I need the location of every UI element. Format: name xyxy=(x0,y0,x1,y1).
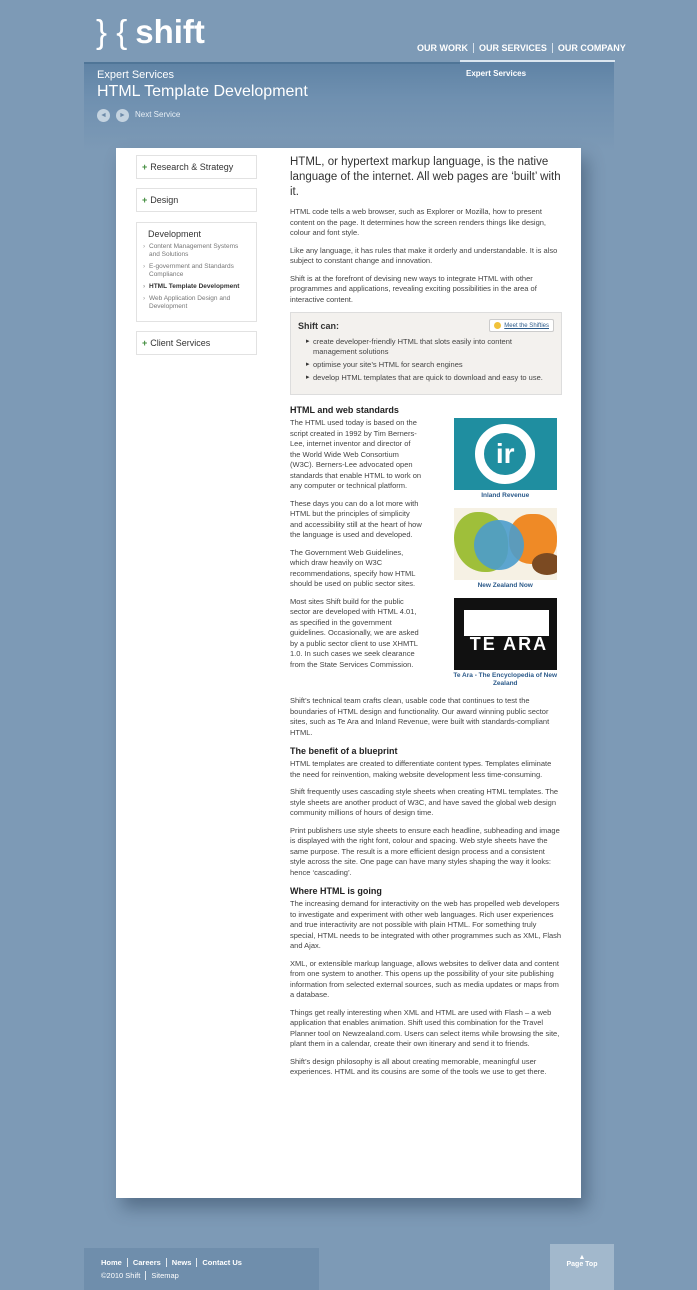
top-navigation xyxy=(412,43,631,53)
thumb-te-ara[interactable] xyxy=(448,598,562,688)
thumb-caption[interactable]: Inland Revenue xyxy=(481,492,530,499)
sidebar-item-label: Research & Strategy xyxy=(150,162,234,172)
thumb-caption[interactable]: New Zealand Now xyxy=(477,582,533,589)
sidebar-subitem-cms[interactable]: › Content Management Systems and Solutions xyxy=(143,243,250,259)
paragraph: The increasing demand for interactivity on the web has propelled web developers to investigate and experiment with other web languages. Rich user experiences and true interactivity are not possible with plain HTML. For something truly special, HTML needs to be integrated with other programmes such as XML, Flash and Ajax. xyxy=(290,899,562,950)
thumb-new-zealand-now[interactable] xyxy=(448,508,562,590)
sidebar-development-title[interactable]: Development xyxy=(148,229,202,239)
portfolio-thumbnails xyxy=(448,418,562,696)
meet-label: Meet the Shifties xyxy=(504,322,549,329)
footer-link-news[interactable]: News xyxy=(167,1258,198,1267)
page-top-label: Page Top xyxy=(566,1261,598,1268)
heading-html-standards: HTML and web standards xyxy=(290,405,399,415)
sidebar-item-research[interactable] xyxy=(136,155,257,179)
list-item: ▸ develop HTML templates that are quick to download and easy to use. xyxy=(306,373,554,383)
sidebar-subitem-web-app[interactable]: › Web Application Design and Development xyxy=(143,295,250,311)
arrow-up-icon: ▲ xyxy=(578,1254,586,1261)
sidebar-item-label: Client Services xyxy=(150,338,211,348)
plus-icon: + xyxy=(142,195,148,205)
next-service-icon[interactable]: ► xyxy=(116,109,129,122)
section-label: Expert Services xyxy=(97,69,175,81)
page-title: HTML Template Development xyxy=(97,83,308,100)
shift-logo[interactable] xyxy=(96,14,205,50)
list-item: ▸ create developer-friendly HTML that slots easily into content management solutions xyxy=(306,337,554,357)
sidebar-subitem-html-template[interactable]: › HTML Template Development xyxy=(143,283,250,291)
sidebar-item-client-services[interactable] xyxy=(136,331,257,355)
sidebar-subitem-egov[interactable]: › E-government and Standards Compliance xyxy=(143,263,250,279)
shift-can-list xyxy=(298,337,554,383)
footer-link-contact[interactable]: Contact Us xyxy=(202,1258,242,1267)
paragraph: These days you can do a lot more with HTML but the principles of simplicity and accessibility still at the heart of how the language is used and developed. xyxy=(290,498,422,539)
footer-links xyxy=(101,1258,247,1267)
paragraph: XML, or extensible markup language, allows websites to deliver data and content from one system to another. This opens up the possibility of your site publishing information from selected external sources, such as media updates or maps from a database. xyxy=(290,958,559,999)
footer-link-sitemap[interactable]: Sitemap xyxy=(151,1271,179,1280)
page-top-button[interactable] xyxy=(550,1244,614,1290)
previous-service-icon[interactable]: ◄ xyxy=(97,109,110,122)
footer xyxy=(84,1248,319,1290)
paragraph: HTML templates are created to differentiate content types. Templates eliminate the need for reinvention, making website development less time-consuming. xyxy=(290,759,552,779)
paragraph: Print publishers use style sheets to ensure each headline, subheading and image is displayed with the right font, colour and spacing. Web style sheets have the same purpose. The result is a more efficient design process and a consistent style across the site. One page can have many styles shaping the way it looks: hence ‘cascading’. xyxy=(290,825,560,877)
list-item: ▸ optimise your site’s HTML for search engines xyxy=(306,360,554,370)
heading-blueprint: The benefit of a blueprint xyxy=(290,746,398,756)
plus-icon: + xyxy=(142,162,148,172)
standards-section xyxy=(290,418,562,696)
shift-can-title: Shift can: xyxy=(298,320,340,331)
paragraph: The Government Web Guidelines, which draw heavily on W3C recommendations, specify how HTML should be used on public sector sites. xyxy=(290,547,416,588)
footer-copyright-row xyxy=(101,1271,184,1280)
nav-our-company[interactable]: OUR COMPANY xyxy=(557,43,626,53)
nav-our-work[interactable]: OUR WORK xyxy=(412,43,474,53)
logo-text: shift xyxy=(135,13,205,50)
shift-can-box xyxy=(290,312,562,395)
thumb-caption[interactable]: Te Ara - The Encyclopedia of New Zealand xyxy=(453,672,558,687)
paragraph: Shift’s technical team crafts clean, usable code that continues to test the boundaries of HTML design and functionality. Our award winning public sector sites, such as Te Ara and Inland Revenue, were built with standards-compliant HTML. xyxy=(290,696,550,737)
nav-our-services[interactable]: OUR SERVICES xyxy=(474,43,553,53)
copyright-text: ©2010 Shift xyxy=(101,1271,146,1280)
subnav-divider xyxy=(460,60,615,62)
smiley-icon xyxy=(494,322,501,329)
paragraph: Shift frequently uses cascading style sheets when creating HTML templates. The style sheets are another product of W3C, and have saved the global web design community millions of hours of design time. xyxy=(290,787,559,817)
meet-the-shifties-button[interactable] xyxy=(489,319,554,332)
thumb-inland-revenue[interactable] xyxy=(448,418,562,500)
inland-revenue-logo: ir xyxy=(454,418,557,490)
footer-link-home[interactable]: Home xyxy=(101,1258,128,1267)
sidebar-item-label: Design xyxy=(150,195,179,205)
paragraph: Things get really interesting when XML and HTML are used with Flash – a web application that enables animation. Shift used this combination for the Travel Planner tool on Newzealand.com. Users can select items while browsing the site, plant them in a calendar, create their own itinerary and send it to friends. xyxy=(290,1007,560,1048)
te-ara-image: TE ARA xyxy=(454,598,557,670)
heading-where-html-going: Where HTML is going xyxy=(290,886,382,896)
paragraph: Shift’s design philosophy is all about creating memorable, meaningful user experiences. HTML and its cousins are some of the tools we use to get there. xyxy=(290,1056,547,1076)
paragraph: Most sites Shift build for the public sector are developed with HTML 4.01, as specified in the government guidelines. Occasionally, we are asked by a public sector client to use XHMTL 1.0. In such cases we seek clearance from the State Services Commission. xyxy=(290,596,419,669)
next-service-link[interactable]: Next Service xyxy=(135,110,181,119)
banner-divider xyxy=(84,62,460,64)
logo-brace: } { xyxy=(96,13,128,50)
sidebar-item-design[interactable] xyxy=(136,188,257,212)
paragraph: Shift is at the forefront of devising new ways to integrate HTML with other programmes and applications, revealing exciting possibilities in the area of interactive content. xyxy=(290,273,537,304)
sidebar-development-group xyxy=(136,222,257,322)
subnav-expert-services[interactable]: Expert Services xyxy=(466,69,527,78)
main-content xyxy=(290,155,562,1085)
new-zealand-now-image xyxy=(454,508,557,580)
paragraph: HTML code tells a web browser, such as Explorer or Mozilla, how to present content on the page. It determines how the screen renders things like design, colour and font style. xyxy=(290,207,546,237)
footer-link-careers[interactable]: Careers xyxy=(128,1258,167,1267)
intro-text: HTML, or hypertext markup language, is the native language of the internet. All web pages are ‘built’ with it. xyxy=(290,156,561,198)
paragraph: Like any language, it has rules that make it orderly and understandable. It is also subject to constant change and innovation. xyxy=(290,245,558,265)
paragraph: The HTML used today is based on the script created in 1992 by Tim Berners-Lee, internet inventor and director of the World Wide Web Consortium (W3C). Berners-Lee advocated open standards that enable HTML to work on any computer or technical platform. xyxy=(290,418,422,490)
plus-icon: + xyxy=(142,338,148,348)
